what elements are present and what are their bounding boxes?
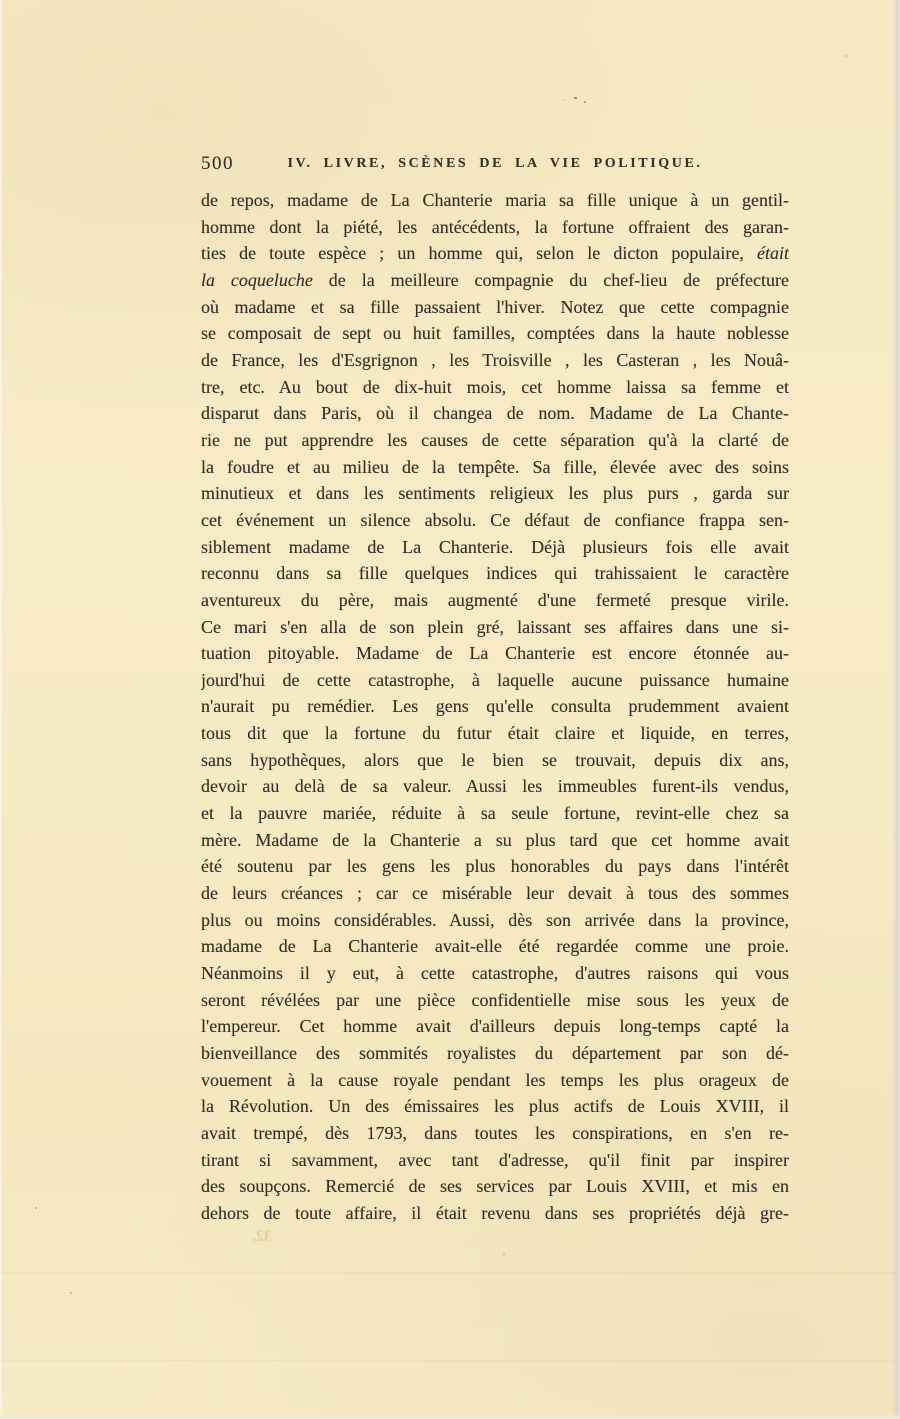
text-segment: minutieux et dans les sentiments religieux les plus purs , garda sur [201, 483, 789, 504]
text-segment: été soutenu par les gens les plus honorables du pays dans l'intérêt [201, 856, 789, 877]
text-line [201, 534, 789, 561]
paper-crease [0, 1272, 900, 1274]
text-segment: des soupçons. Remercié de ses services par Louis XVIII, et mis en [201, 1176, 789, 1197]
text-line [201, 320, 789, 347]
text-line [201, 853, 789, 880]
text-segment: de France, les d'Esgrignon , les Troisville , les Casteran , les Nouâ- [201, 349, 789, 370]
text-line [201, 1093, 789, 1120]
text-line [201, 667, 789, 694]
text-segment: tre, etc. Au bout de dix-huit mois, cet homme laissa sa femme et [201, 376, 789, 397]
text-segment: de repos, madame de La Chanterie maria sa fille unique à un gentil- [201, 190, 789, 210]
text-line [201, 640, 789, 667]
text-segment: devoir au delà de sa valeur. Aussi les immeubles furent-ils vendus, [201, 776, 789, 797]
text-line [201, 400, 789, 427]
ink-speck [35, 1207, 37, 1209]
text-segment: disparut dans Paris, où il changea de nom. Madame de La Chante- [201, 403, 789, 424]
ink-speck [574, 97, 577, 99]
text-line [201, 240, 789, 267]
text-segment: tous dit que la fortune du futur était claire et liquide, en terres, [201, 723, 789, 744]
text-segment: tuation pitoyable. Madame de La Chanterie est encore étonnée au- [201, 643, 789, 664]
text-line [201, 827, 789, 854]
scan-edge-bottom [0, 1413, 900, 1419]
running-title: IV. LIVRE, SCÈNES DE LA VIE POLITIQUE. [287, 156, 703, 171]
paper-crease [0, 1360, 900, 1362]
text-line [201, 294, 789, 321]
text-segment: rie ne put apprendre les causes de cette séparation qu'à la clarté de [201, 429, 789, 450]
text-segment: tirant si savamment, avec tant d'adresse, qu'il finit par inspirer [201, 1149, 789, 1170]
ink-speck [584, 101, 586, 103]
text-segment: jourd'hui de cette catastrophe, à laquelle aucune puissance humaine [201, 669, 789, 690]
ink-speck [503, 1253, 505, 1255]
text-line [201, 1013, 789, 1040]
text-line [201, 1067, 789, 1094]
italic-text-segment: la coqueluche [201, 269, 313, 290]
bleed-through-page-number: 32. [252, 1228, 272, 1245]
text-line [201, 347, 789, 374]
text-segment: la Révolution. Un des émissaires les plus actifs de Louis XVIII, il [201, 1096, 789, 1117]
text-segment: aventureux du père, mais augmenté d'une fermeté presque virile. [201, 589, 789, 610]
ink-speck [70, 1292, 72, 1294]
text-line [201, 720, 789, 747]
text-segment: plus ou moins considérables. Aussi, dès son arrivée dans la province, [201, 909, 789, 930]
text-line [201, 614, 789, 641]
text-segment: bienveillance des sommités royalistes du département par son dé- [201, 1043, 789, 1063]
text-line [201, 1173, 789, 1200]
text-segment: ties de toute espèce ; un homme qui, selon le dicton populaire, [201, 243, 757, 264]
page-header [201, 150, 789, 177]
text-segment: et la pauvre mariée, réduite à sa seule fortune, revint-elle chez sa [201, 803, 789, 824]
text-segment: de la meilleure compagnie du chef-lieu de préfecture [312, 269, 789, 290]
text-line [201, 427, 789, 454]
text-line [201, 960, 789, 987]
text-segment: reconnu dans sa fille quelques indices qui trahissaient le caractère [201, 563, 789, 584]
text-segment: siblement madame de La Chanterie. Déjà plusieurs fois elle avait [201, 536, 789, 557]
page-number: 500 [201, 153, 234, 174]
ink-speck [845, 55, 847, 57]
text-line [201, 1200, 789, 1227]
ink-speck [563, 99, 565, 100]
italic-text-segment: était [757, 243, 789, 264]
text-segment: sans hypothèques, alors que le bien se trouvait, depuis dix ans, [201, 749, 789, 770]
text-segment: avait trempé, dès 1793, dans toutes les conspirations, en s'en re- [201, 1122, 789, 1143]
text-line [201, 933, 789, 960]
text-segment: la foudre et au milieu de la tempête. Sa fille, élevée avec des soins [201, 456, 789, 477]
text-line [201, 880, 789, 907]
text-segment: cet événement un silence absolu. Ce défaut de confiance frappa sen- [201, 509, 789, 530]
text-segment: madame de La Chanterie avait-elle été regardée comme une proie. [201, 936, 789, 957]
text-line [201, 1147, 789, 1174]
scan-edge-right [892, 0, 900, 1419]
text-segment: où madame et sa fille passaient l'hiver. Notez que cette compagnie [201, 296, 789, 317]
text-line [201, 267, 789, 294]
body-text [201, 187, 789, 1227]
text-line [201, 480, 789, 507]
text-line [201, 560, 789, 587]
text-line [201, 587, 789, 614]
text-segment: seront révélées par une pièce confidentielle mise sous les yeux de [201, 989, 789, 1010]
text-segment: n'aurait pu remédier. Les gens qu'elle consulta prudemment avaient [201, 696, 789, 717]
text-line [201, 1040, 789, 1067]
text-line [201, 374, 789, 401]
text-line [201, 693, 789, 720]
text-line [201, 454, 789, 481]
text-segment: l'empereur. Cet homme avait d'ailleurs depuis long-temps capté la [201, 1016, 789, 1037]
text-segment: de leurs créances ; car ce misérable leur devait à tous des sommes [201, 883, 789, 904]
text-segment: se composait de sept ou huit familles, comptées dans la haute noblesse [201, 323, 789, 344]
text-line [201, 773, 789, 800]
text-line [201, 1120, 789, 1147]
text-segment: vouement à la cause royale pendant les temps les plus orageux de [201, 1069, 789, 1090]
text-line [201, 907, 789, 934]
text-segment: Néanmoins il y eut, à cette catastrophe, d'autres raisons qui vous [201, 963, 789, 984]
text-line [201, 800, 789, 827]
text-line [201, 507, 789, 534]
text-segment: dehors de toute affaire, il était revenu dans ses propriétés déjà gre- [201, 1202, 789, 1223]
text-line [201, 747, 789, 774]
scan-edge-left [0, 0, 3, 1419]
text-segment: homme dont la piété, les antécédents, la fortune offraient des garan- [201, 216, 789, 237]
text-line [201, 214, 789, 241]
text-segment: Ce mari s'en alla de son plein gré, laissant ses affaires dans une si- [201, 616, 789, 637]
text-line [201, 987, 789, 1014]
text-segment: mère. Madame de la Chanterie a su plus tard que cet homme avait [201, 829, 789, 850]
text-line [201, 187, 789, 214]
